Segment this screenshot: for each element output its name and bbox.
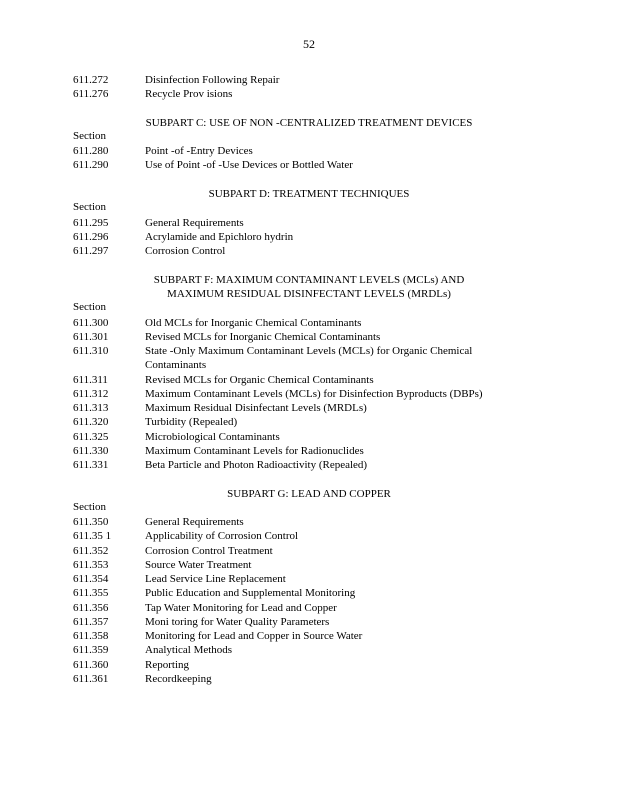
section-number: 611.361 xyxy=(73,673,109,685)
section-label: Section xyxy=(73,501,106,513)
section-title: Use of Point -of -Use Devices or Bottled Water xyxy=(145,159,353,171)
toc-entry xyxy=(73,643,232,657)
section-title: Applicability of Corrosion Control xyxy=(145,530,299,542)
toc-entry xyxy=(73,430,280,444)
section-label: Section xyxy=(73,301,106,313)
section-number: 611.301 xyxy=(73,331,109,343)
toc-entry xyxy=(73,158,353,172)
toc-entry xyxy=(73,344,505,372)
toc-entry xyxy=(73,529,298,543)
section-number: 611.350 xyxy=(73,516,109,528)
toc-entry xyxy=(73,629,362,643)
section-title: Public Education and Supplemental Monitoring xyxy=(145,587,356,599)
section-title: Monitoring for Lead and Copper in Source Water xyxy=(145,630,363,642)
section-title: General Requirements xyxy=(145,516,244,528)
subpart-f-heading-line2: MAXIMUM RESIDUAL DISINFECTANT LEVELS (MRDLs) xyxy=(167,288,451,300)
section-number: 611.360 xyxy=(73,659,109,671)
section-title: Lead Service Line Replacement xyxy=(145,573,286,585)
section-number: 611.312 xyxy=(73,388,109,400)
subpart-g-heading: SUBPART G: LEAD AND COPPER xyxy=(227,488,391,500)
section-title: Moni toring for Water Quality Parameters xyxy=(145,616,330,628)
toc-entry xyxy=(73,373,374,387)
section-title: Tap Water Monitoring for Lead and Copper xyxy=(145,602,337,614)
toc-entry xyxy=(73,244,225,258)
section-title: Corrosion Control Treatment xyxy=(145,545,273,557)
section-title: Turbidity (Repealed) xyxy=(145,416,238,428)
section-number: 611.296 xyxy=(73,231,109,243)
toc-entry xyxy=(73,444,364,458)
subpart-f-heading-line1: SUBPART F: MAXIMUM CONTAMINANT LEVELS (MCLs) AND xyxy=(153,274,465,286)
section-number: 611.272 xyxy=(73,74,109,86)
section-number: 611.300 xyxy=(73,317,109,329)
toc-entry xyxy=(73,415,237,429)
section-number: 611.290 xyxy=(73,159,109,171)
toc-entry xyxy=(73,515,244,529)
section-title: Microbiological Contaminants xyxy=(145,431,280,443)
section-title: Recycle Prov isions xyxy=(145,88,233,100)
subpart-c-heading: SUBPART C: USE OF NON -CENTRALIZED TREATMENT DEVICES xyxy=(145,117,473,129)
section-number: 611.313 xyxy=(73,402,109,414)
section-title: Reporting xyxy=(145,659,189,671)
section-number: 611.331 xyxy=(73,459,109,471)
toc-entry xyxy=(73,316,361,330)
section-title: Source Water Treatment xyxy=(145,559,252,571)
section-title: Revised MCLs for Organic Chemical Contaminants xyxy=(145,374,374,386)
toc-entry xyxy=(73,572,286,586)
section-number: 611.354 xyxy=(73,573,109,585)
section-number: 611.355 xyxy=(73,587,109,599)
toc-entry xyxy=(73,216,244,230)
page-number: 52 xyxy=(303,37,315,51)
section-number: 611.295 xyxy=(73,217,109,229)
section-number: 611.359 xyxy=(73,644,109,656)
toc-entry xyxy=(73,230,293,244)
subpart-d-heading: SUBPART D: TREATMENT TECHNIQUES xyxy=(208,188,410,200)
toc-entry xyxy=(73,387,483,401)
section-title: Maximum Contaminant Levels (MCLs) for Disinfection Byproducts (DBPs) xyxy=(145,388,483,400)
section-number: 611.35 1 xyxy=(73,530,112,542)
toc-entry xyxy=(73,144,253,158)
section-number: 611.358 xyxy=(73,630,109,642)
section-title: Point -of -Entry Devices xyxy=(145,145,253,157)
section-title: Old MCLs for Inorganic Chemical Contaminants xyxy=(145,317,362,329)
section-number: 611.320 xyxy=(73,416,109,428)
section-number: 611.357 xyxy=(73,616,109,628)
section-title: Disinfection Following Repair xyxy=(145,74,280,86)
section-number: 611.276 xyxy=(73,88,109,100)
toc-entry xyxy=(73,558,251,572)
section-title: Corrosion Control xyxy=(145,245,226,257)
section-title: Analytical Methods xyxy=(145,644,233,656)
section-number: 611.280 xyxy=(73,145,109,157)
section-number: 611.353 xyxy=(73,559,109,571)
section-number: 611.297 xyxy=(73,245,109,257)
section-number: 611.310 xyxy=(73,345,109,357)
toc-entry xyxy=(73,73,279,87)
toc-entry xyxy=(73,672,212,686)
section-title: Beta Particle and Photon Radioactivity (Repealed) xyxy=(145,459,368,471)
section-title: Maximum Contaminant Levels for Radionuclides xyxy=(145,445,364,457)
section-number: 611.352 xyxy=(73,545,109,557)
section-number: 611.311 xyxy=(73,374,108,386)
section-title: Maximum Residual Disinfectant Levels (MRDLs) xyxy=(145,402,367,414)
toc-entry xyxy=(73,544,273,558)
section-number: 611.356 xyxy=(73,602,109,614)
section-label: Section xyxy=(73,130,106,142)
toc-entry xyxy=(73,87,232,101)
section-number: 611.325 xyxy=(73,431,109,443)
section-title: State -Only Maximum Contaminant Levels (MCLs) for Organic Chemical Contaminants xyxy=(145,345,473,371)
toc-entry xyxy=(73,401,367,415)
section-title: Acrylamide and Epichloro hydrin xyxy=(145,231,294,243)
section-title: General Requirements xyxy=(145,217,244,229)
toc-entry xyxy=(73,658,189,672)
toc-entry xyxy=(73,615,329,629)
section-title: Recordkeeping xyxy=(145,673,212,685)
toc-entry xyxy=(73,601,337,615)
toc-entry xyxy=(73,458,367,472)
toc-entry xyxy=(73,586,355,600)
toc-entry xyxy=(73,330,380,344)
section-label: Section xyxy=(73,201,106,213)
section-title: Revised MCLs for Inorganic Chemical Contaminants xyxy=(145,331,381,343)
section-number: 611.330 xyxy=(73,445,109,457)
